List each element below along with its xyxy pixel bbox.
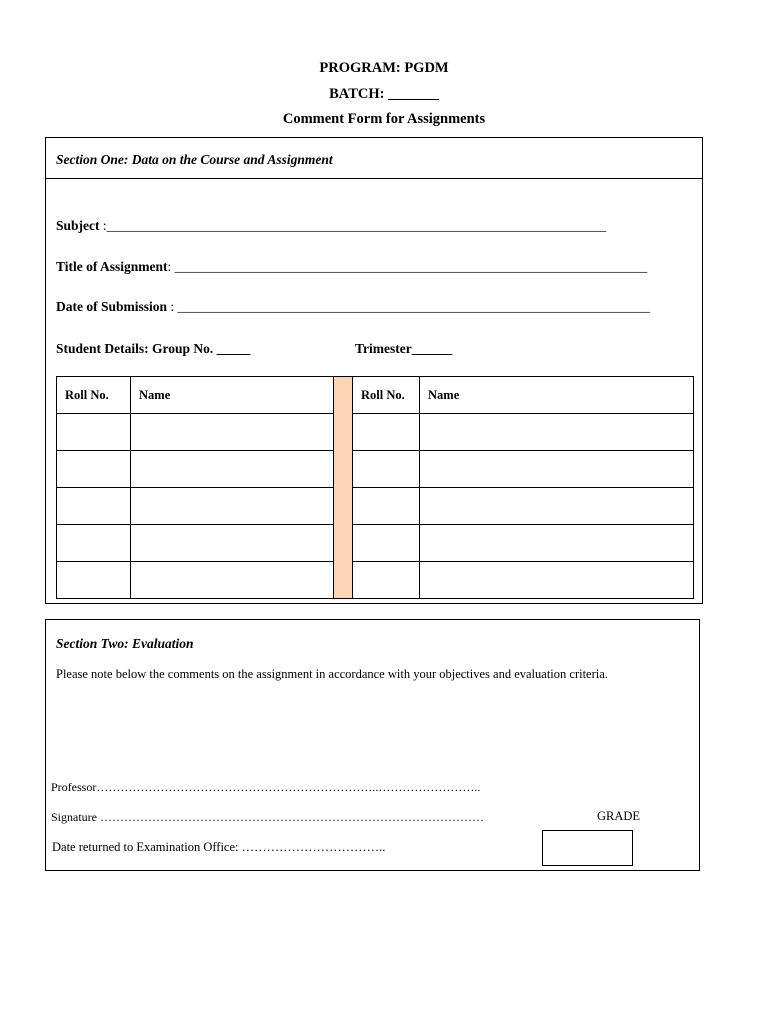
roll-table-row — [57, 525, 694, 562]
name-cell-left[interactable] — [131, 562, 334, 599]
roll-table-row — [57, 414, 694, 451]
roll-table-header — [57, 377, 694, 414]
section-one-title: Section One: Data on the Course and Assignment — [56, 152, 333, 167]
section-two-title: Section Two: Evaluation — [56, 636, 194, 651]
grade-box[interactable] — [542, 830, 633, 866]
section-one-header — [46, 138, 702, 179]
name-cell-left[interactable] — [131, 414, 334, 451]
roll-no-header-right: Roll No. — [353, 377, 420, 414]
name-header-left: Name — [131, 377, 334, 414]
roll-no-cell-left[interactable] — [57, 488, 131, 525]
form-title: Comment Form for Assignments — [282, 111, 486, 127]
subject-field[interactable] — [56, 218, 606, 234]
evaluation-note: Please note below the comments on the assignment in accordance with your objectives and evaluation criteria. — [56, 667, 608, 681]
submission-date-field[interactable] — [56, 299, 650, 315]
section-one-box — [45, 137, 703, 604]
batch-heading: BATCH: _______ — [329, 86, 439, 102]
submission-date-label: Date of Submission — [56, 299, 168, 314]
roll-no-cell-right[interactable] — [353, 562, 420, 599]
assignment-title-blank[interactable]: : ______________________________________________________________________ — [167, 259, 648, 274]
assignment-title-field[interactable] — [56, 259, 647, 275]
roll-no-cell-right[interactable] — [353, 451, 420, 488]
roll-no-cell-left[interactable] — [57, 414, 131, 451]
assignment-title-label: Title of Assignment — [56, 259, 168, 274]
trimester-field[interactable]: Trimester______ — [355, 341, 453, 356]
roll-no-cell-right[interactable] — [353, 488, 420, 525]
roll-table-row — [57, 488, 694, 525]
signature-field[interactable]: Signature …………………………………………………………………………………… — [51, 810, 484, 824]
grade-label: GRADE — [597, 809, 641, 823]
roll-no-cell-left[interactable] — [57, 451, 131, 488]
program-heading: PROGRAM: PGDM — [319, 60, 449, 76]
name-cell-left[interactable] — [131, 488, 334, 525]
subject-label: Subject — [56, 218, 100, 233]
name-cell-right[interactable] — [420, 451, 694, 488]
roll-table-row — [57, 562, 694, 599]
professor-field[interactable]: Professor……………………………………………………………..…………………….. — [51, 780, 481, 794]
roll-no-header-left: Roll No. — [57, 377, 131, 414]
roll-no-cell-left[interactable] — [57, 525, 131, 562]
roll-table — [56, 376, 694, 599]
submission-date-blank[interactable]: : ______________________________________________________________________ — [167, 299, 651, 314]
table-divider — [334, 377, 353, 599]
subject-blank[interactable]: :__________________________________________________________________________ — [99, 218, 607, 233]
name-cell-right[interactable] — [420, 525, 694, 562]
roll-table-row — [57, 451, 694, 488]
name-cell-right[interactable] — [420, 562, 694, 599]
name-cell-left[interactable] — [131, 451, 334, 488]
roll-no-cell-left[interactable] — [57, 562, 131, 599]
name-cell-left[interactable] — [131, 525, 334, 562]
roll-no-cell-right[interactable] — [353, 414, 420, 451]
name-cell-right[interactable] — [420, 414, 694, 451]
name-cell-right[interactable] — [420, 488, 694, 525]
roll-no-cell-right[interactable] — [353, 525, 420, 562]
student-details-group[interactable]: Student Details: Group No. _____ — [56, 341, 251, 356]
date-returned-field[interactable]: Date returned to Examination Office: …………………………….. — [52, 840, 386, 854]
section-two-box — [45, 619, 700, 871]
name-header-right: Name — [420, 377, 694, 414]
